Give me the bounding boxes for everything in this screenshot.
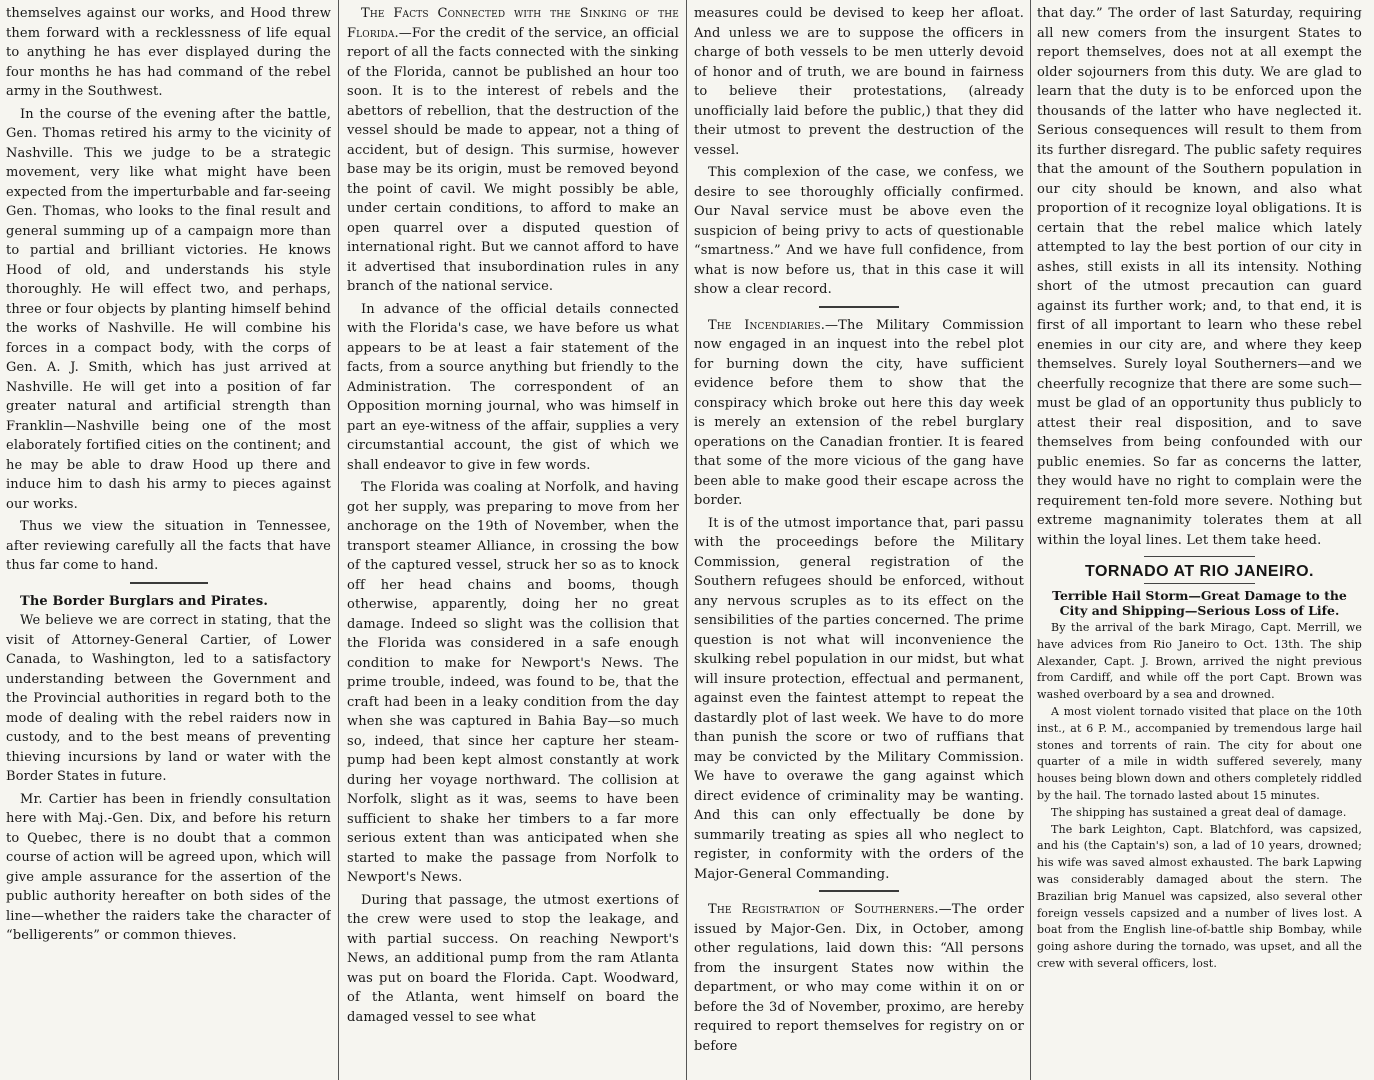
section-divider bbox=[694, 302, 1024, 312]
column-1 bbox=[6, 0, 331, 1080]
column-rule bbox=[686, 0, 687, 1080]
article-paragraph: The Florida was coaling at Norfolk, and having got her supply, was preparing to move from her anchorage on the 19th of November, when the transport steamer Alliance, in crossing the bow of the captured vessel, struck her so as to knock off her head chains and booms, though otherwise, apparently, doing her no great damage. Indeed so slight was the collision that the Florida was considered in a safe enough condition to make for Newport's News. The prime trouble, indeed, was found to be, that the craft had been in a leaky condition from the day when she was captured in Bahia Bay—so much so, indeed, that since her capture her steam-pump had been kept almost constantly at work during her voyage northward. The collision at Norfolk, slight as it was, seems to have been sufficient to shake her timbers to a far more serious extent than was anticipated when she started to make the passage from Norfolk to Newport's News. bbox=[347, 480, 679, 885]
article-paragraph bbox=[347, 4, 679, 297]
column-rule bbox=[338, 0, 339, 1080]
article-paragraph: By the arrival of the bark Mirago, Capt. Merrill, we have advices from Rio Janeiro to Oct. 13th. The ship Alexander, Capt. J. Brown, arrived the night previous from Cardiff, and while off the port Capt. Brown was washed overboard by a sea and drowned. bbox=[1037, 621, 1362, 702]
article-paragraph: Mr. Cartier has been in friendly consultation here with Maj.-Gen. Dix, and before his return to Quebec, there is no doubt that a common course of action will be agreed upon, which will give ample assurance for the assertion of the public authority hereafter on both sides of the line—whether the raiders take the character of “belligerents” or common thieves. bbox=[6, 791, 331, 943]
article-text: —The Military Commission now engaged in an inquest into the rebel plot for burning down the city, have sufficient evidence before them to show that the conspiracy which broke out here this day week is merely an extension of the rebel burglary operations on the Canadian frontier. It is feared that some of the more vicious of the gang have been able to make good their escape across the border. bbox=[694, 317, 1024, 508]
article-paragraph: Thus we view the situation in Tennessee, after reviewing carefully all the facts that have thus far come to hand. bbox=[6, 519, 331, 573]
article-paragraph: The bark Leighton, Capt. Blatchford, was capsized, and his (the Captain's) son, a lad of 10 years, drowned; his wife was saved almost exhausted. The bark Lapwing was considerably damaged about the stern. The Brazilian brig Manuel was capsized, also several other foreign vessels capsized and a number of lives lost. A boat from the English line-of-battle ship Bombay, while going ashore during the tornado, was upset, and all the crew with several officers, lost. bbox=[1037, 822, 1362, 970]
article-paragraph: that day.” The order of last Saturday, requiring all new comers from the insurgent States to report themselves, does not at all exempt the older sojourners from this duty. We are glad to learn that the duty is to be enforced upon the thousands of the latter who have neglected it. Serious consequences will result to them from its further disregard. The public safety requires that the amount of the Southern population in our city should be known, and also what proportion of it recognize loyal obligations. It is certain that the rebel malice which lately attempted to lay the best portion of our city in ashes, still exists in all its intensity. Nothing short of the utmost precaution can guard against its further work; and, to that end, it is first of all important to learn who these rebel enemies in our city are, and where they keep themselves. Surely loyal Southerners—and we cheerfully recognize that there are some such—must be glad of an opportunity thus publicly to attest their real disposition, and to save themselves from being confounded with our public enemies. So far as concerns the latter, they would have no right to complain were the requirement ten-fold more severe. Nothing but extreme magnanimity tolerates them at all within the loyal lines. Let them take heed. bbox=[1037, 6, 1362, 548]
article-headline: The Facts Connected with the Sinking of the Florida. bbox=[347, 6, 679, 41]
section-divider bbox=[6, 578, 331, 588]
article-paragraph: In advance of the official details connected with the Florida's case, we have before us what appears to be at least a fair statement of the facts, from a source anything but friendly to the Administration. The correspondent of an Opposition morning journal, who was himself in part an eye-witness of the affair, supplies a very circumstantial account, the gist of which we shall endeavor to give in few words. bbox=[347, 301, 679, 473]
article-text: —For the credit of the service, an official report of all the facts connected with the sinking of the Florida, cannot be published an hour too soon. It is to the interest of rebels and the abettors of rebellion, that the destruction of the vessel should be made to appear, not a thing of accident, but of design. This surmise, however base may be its origin, must be removed beyond the point of cavil. We might possibly be able, under certain conditions, to afford to make an open quarrel over a disputed question of international right. But we cannot afford to have it advertised that insubordination rules in any branch of the national service. bbox=[347, 25, 679, 294]
article-paragraph: It is of the utmost importance that, pari passu with the proceedings before the Military Commission, general registration of the Southern refugees should be enforced, without any nervous scruples as to its effect on the sensibilities of the parties concerned. The prime question is not what will inconvenience the skulking rebel population in our midst, but what will insure protection, effectual and permanent, against even the faintest attempt to repeat the dastardly plot of last week. We have to do more than punish the score or two of ruffians that may be convicted by the Military Commission. We have to overawe the gang against which direct evidence of criminality may be wanting. And this can only effectually be done by summarily treating as spies all who neglect to register, in conformity with the orders of the Major-General Commanding. bbox=[694, 515, 1024, 882]
article-paragraph: themselves against our works, and Hood threw them forward with a recklessness of life equal to anything he has ever displayed during the four months he has had command of the rebel army in the Southwest. bbox=[6, 6, 331, 99]
article-headline: TORNADO AT RIO JANEIRO. bbox=[1085, 563, 1314, 580]
article-paragraph: A most violent tornado visited that place on the 10th inst., at 6 P. M., accompanied by tremendous large hail stones and torrents of rain. The city for about one quarter of a mile in width suffered severely, many houses being blown down and others completely riddled by the hail. The tornado lasted about 15 minutes. bbox=[1037, 704, 1362, 802]
article-paragraph: During that passage, the utmost exertions of the crew were used to stop the leakage, and with partial success. On reaching Newport's News, an additional pump from the ram Atlanta was put on board the Florida. Capt. Woodward, of the Atlanta, went himself on board the damaged vessel to see what bbox=[347, 892, 679, 1025]
section-divider bbox=[1144, 583, 1255, 584]
article-paragraph: We believe we are correct in stating, that the visit of Attorney-General Cartier, of Lower Canada, to Washington, led to a satisfactory understanding between the Government and the Provincial authorities in regard both to the mode of dealing with the rebel raiders now in custody, and to the best means of preventing thieving incursions by land or water with the Border States in future. bbox=[6, 613, 331, 784]
column-3 bbox=[694, 0, 1024, 1080]
column-4 bbox=[1037, 0, 1362, 1080]
article-headline: The Registration of Southerners. bbox=[708, 902, 939, 917]
column-rule bbox=[1030, 0, 1031, 1080]
article-body-small bbox=[1037, 620, 1362, 973]
section-divider bbox=[1144, 556, 1255, 557]
section-divider bbox=[694, 886, 1024, 896]
article-paragraph: measures could be devised to keep her afloat. And unless we are to suppose the officers in charge of both vessels to be men utterly devoid of honor and of truth, we are bound in fairness to believe their protestations, (already unofficially laid before the public,) that they did their utmost to prevent the destruction of the vessel. bbox=[694, 6, 1024, 158]
article-paragraph: This complexion of the case, we confess, we desire to see thoroughly officially confirmed. Our Naval service must be above even the suspicion of being privy to acts of questionable “smartness.” And we have full confidence, from what is now before us, that in this case it will show a clear record. bbox=[694, 165, 1024, 297]
article-headline: The Incendiaries. bbox=[708, 317, 825, 333]
article-headline: The Border Burglars and Pirates. bbox=[20, 593, 268, 609]
column-2 bbox=[347, 0, 679, 1080]
article-text: —The order issued by Major-Gen. Dix, in October, among other regulations, laid down this: “All persons from the insurgent States now within the department, or who may come within it on or before the 3d of November, proximo, are hereby required to report themselves for registry on or before bbox=[694, 902, 1024, 1054]
article-subheadline: Terrible Hail Storm—Great Damage to the City and Shipping—Serious Loss of Life. bbox=[1052, 588, 1347, 618]
article-paragraph: The shipping has sustained a great deal of damage. bbox=[1051, 805, 1347, 819]
article-paragraph bbox=[694, 900, 1024, 1056]
article-paragraph: In the course of the evening after the battle, Gen. Thomas retired his army to the vicinity of Nashville. This we judge to be a strategic movement, very like what might have been expected from the imperturbable and far-seeing Gen. Thomas, who looks to the final result and general summing up of a campaign more than to partial and brilliant victories. He knows Hood of old, and understands his style thoroughly. He will effect two, and perhaps, three or four objects by planting himself behind the works of Nashville. He will combine his forces in a compact body, with the corps of Gen. A. J. Smith, which has just arrived at Nashville. He will get into a position of far greater natural and artificial strength than Franklin—Nashville being one of the most elaborately fortified cities on the continent; and he may be able to draw Hood up there and induce him to dash his army to pieces against our works. bbox=[6, 106, 331, 512]
article-paragraph bbox=[694, 316, 1024, 511]
